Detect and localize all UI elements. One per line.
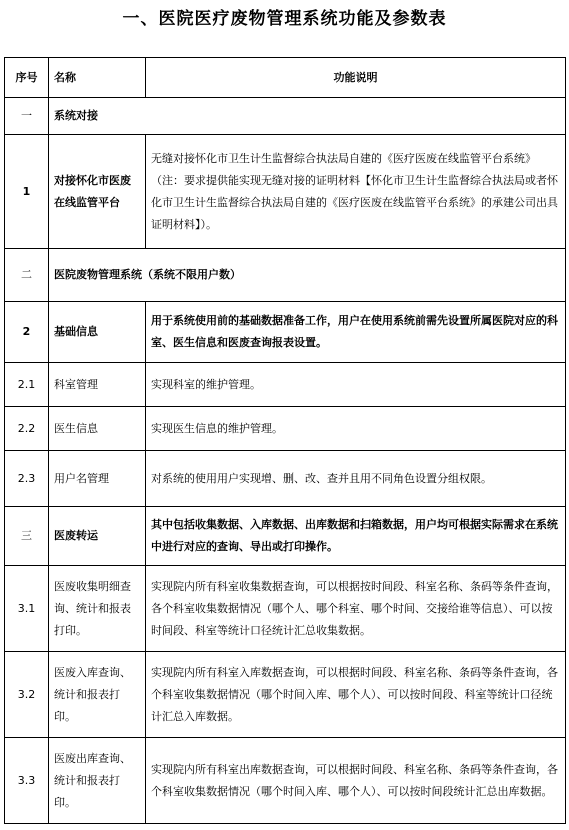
header-desc: 功能说明 <box>146 58 566 98</box>
table-row <box>5 363 566 407</box>
row-seq: 2.1 <box>5 363 49 407</box>
row-name: 用户名管理 <box>49 451 146 507</box>
table-row <box>5 249 566 302</box>
row-seq: 3.3 <box>5 738 49 824</box>
row-desc: 无缝对接怀化市卫生计生监督综合执法局自建的《医疗医废在线监管平台系统》（注：要求提供能实现无缝对接的证明材料【怀化市卫生计生监督综合执法局或者怀化市卫生计生监督综合执法局自建的《医疗医废在线监管平台系统》的承建公司出具证明材料】）。 <box>146 135 566 249</box>
row-name: 科室管理 <box>49 363 146 407</box>
header-name: 名称 <box>49 58 146 98</box>
table-row <box>5 507 566 566</box>
table-header-row <box>5 58 566 98</box>
row-seq: 2.3 <box>5 451 49 507</box>
row-seq: 三 <box>5 507 49 566</box>
row-desc: 实现院内所有科室出库数据查询，可以根据时间段、科室名称、条码等条件查询，各个科室收集数据情况（哪个时间入库、哪个人）、可以按时间段统计汇总出库数据。 <box>146 738 566 824</box>
row-desc: 实现科室的维护管理。 <box>146 363 566 407</box>
table-row <box>5 407 566 451</box>
table-row <box>5 135 566 249</box>
row-name: 系统对接 <box>49 98 566 135</box>
row-desc: 实现院内所有科室收集数据查询，可以根据按时间段、科室名称、条码等条件查询，各个科室收集数据情况（哪个人、哪个科室、哪个时间、交接给谁等信息）、可以按时间段、科室等统计口径统计汇总收集数据。 <box>146 566 566 652</box>
row-name: 基础信息 <box>49 302 146 363</box>
row-seq: 二 <box>5 249 49 302</box>
header-seq: 序号 <box>5 58 49 98</box>
table-row <box>5 652 566 738</box>
row-name: 医废收集明细查询、统计和报表打印。 <box>49 566 146 652</box>
row-desc: 其中包括收集数据、入库数据、出库数据和扫箱数据，用户均可根据实际需求在系统中进行对应的查询、导出或打印操作。 <box>146 507 566 566</box>
row-name: 医生信息 <box>49 407 146 451</box>
row-name: 医院废物管理系统（系统不限用户数） <box>49 249 566 302</box>
row-seq: 一 <box>5 98 49 135</box>
function-spec-table <box>4 57 566 824</box>
row-seq: 3.1 <box>5 566 49 652</box>
row-name: 医废入库查询、统计和报表打印。 <box>49 652 146 738</box>
row-name: 医废转运 <box>49 507 146 566</box>
row-desc: 用于系统使用前的基础数据准备工作，用户在使用系统前需先设置所属医院对应的科室、医生信息和医废查询报表设置。 <box>146 302 566 363</box>
row-seq: 3.2 <box>5 652 49 738</box>
row-name: 对接怀化市医废在线监管平台 <box>49 135 146 249</box>
table-row <box>5 302 566 363</box>
table-row <box>5 738 566 824</box>
table-row <box>5 451 566 507</box>
row-desc: 实现院内所有科室入库数据查询，可以根据时间段、科室名称、条码等条件查询，各个科室收集数据情况（哪个时间入库、哪个人）、可以按时间段、科室等统计口径统计汇总入库数据。 <box>146 652 566 738</box>
row-desc: 对系统的使用用户实现增、删、改、查并且用不同角色设置分组权限。 <box>146 451 566 507</box>
row-seq: 2 <box>5 302 49 363</box>
row-name: 医废出库查询、统计和报表打印。 <box>49 738 146 824</box>
row-desc: 实现医生信息的维护管理。 <box>146 407 566 451</box>
row-seq: 1 <box>5 135 49 249</box>
page-title: 一、医院医疗废物管理系统功能及参数表 <box>122 9 447 29</box>
table-row <box>5 98 566 135</box>
table-row <box>5 566 566 652</box>
row-seq: 2.2 <box>5 407 49 451</box>
